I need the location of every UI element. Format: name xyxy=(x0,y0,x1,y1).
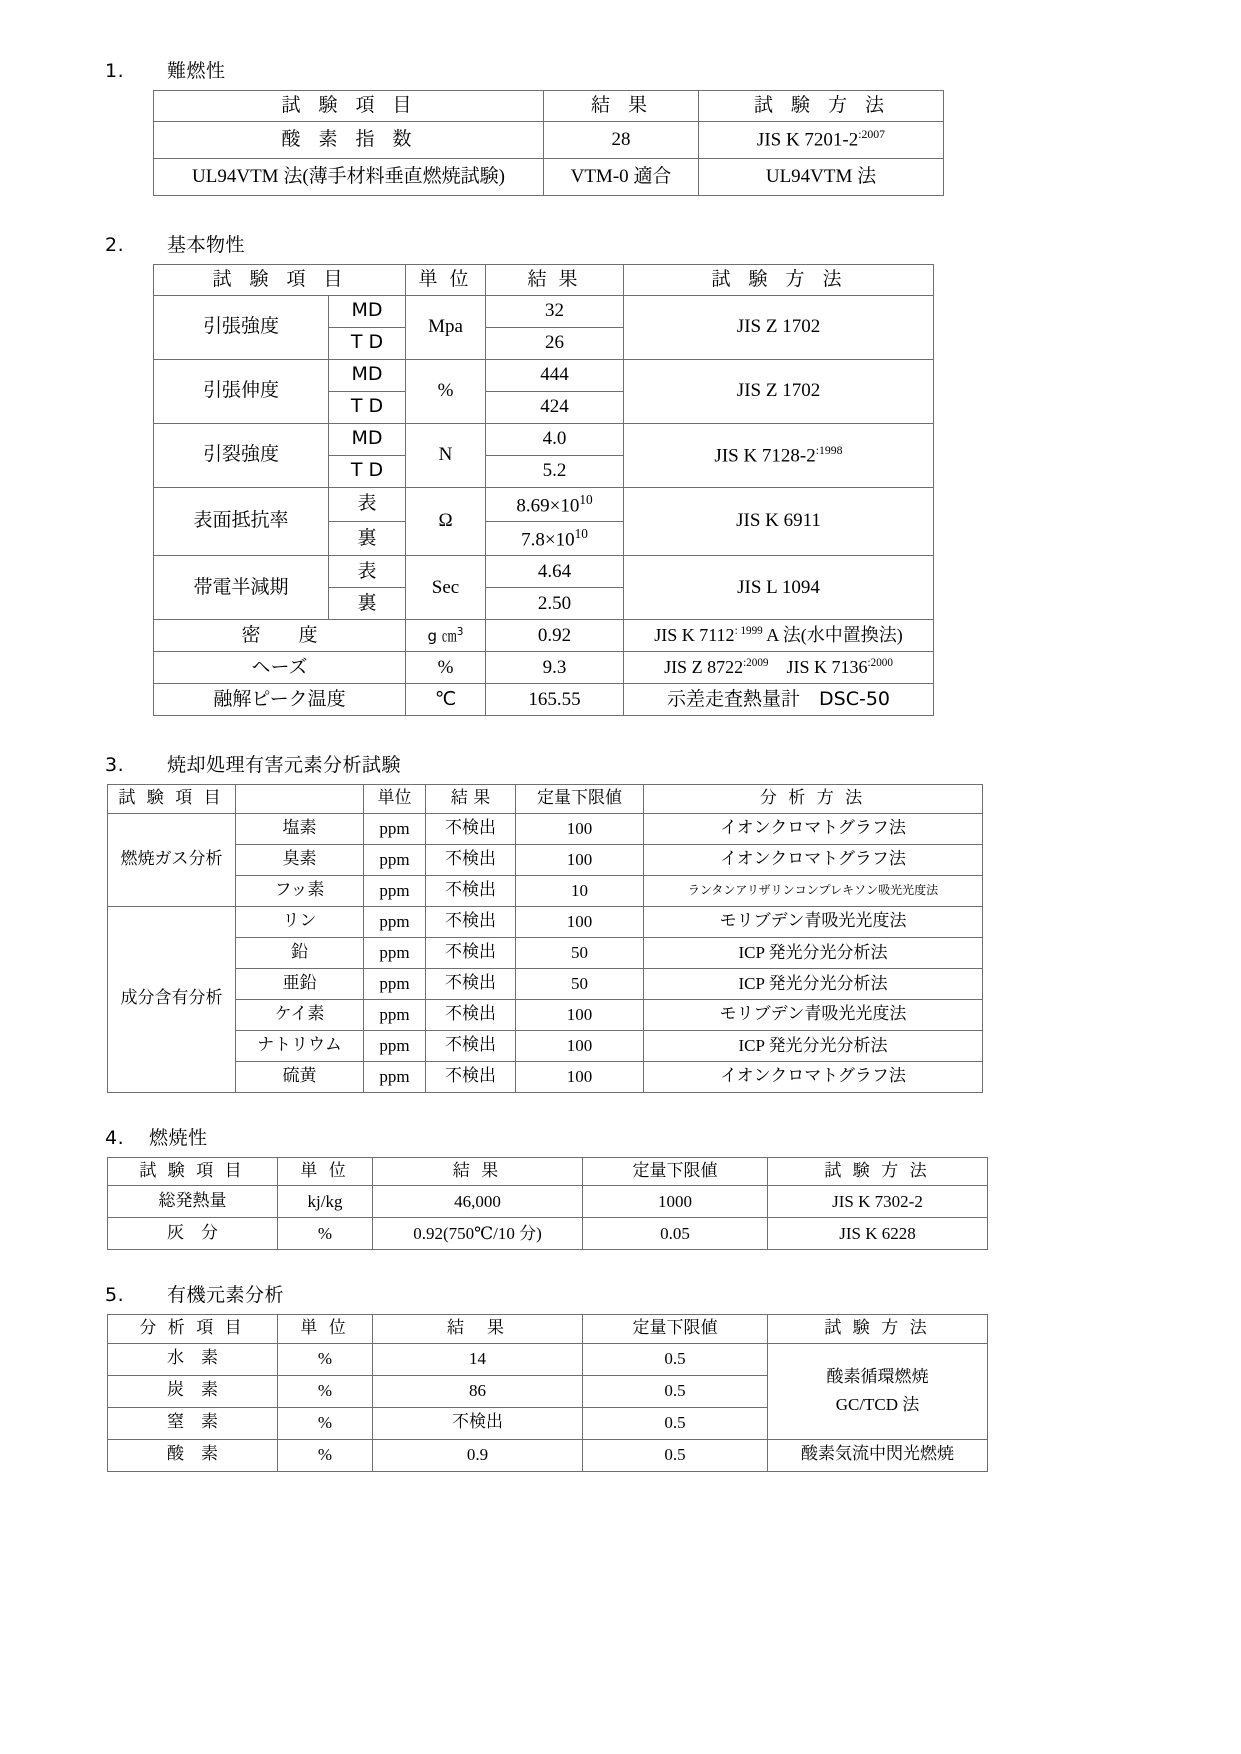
cell-analysis-item: 窒 素 xyxy=(108,1407,278,1439)
cell-unit: % xyxy=(278,1439,373,1471)
cell-lower-limit: 100 xyxy=(516,844,644,875)
cell-element-name: 塩素 xyxy=(236,813,364,844)
table-row xyxy=(108,999,983,1030)
cell-test-method: JIS K $7112^{: 1999}$ A 法(水中置換法) xyxy=(624,620,934,652)
cell-result: $8.69\times 10^{10}$ xyxy=(486,487,624,521)
cell-test-item: 密 度 xyxy=(154,620,406,652)
cell-test-item: 総発熱量 xyxy=(108,1186,278,1218)
cell-unit: ppm xyxy=(364,968,426,999)
header-unit: 単 位 xyxy=(278,1315,373,1344)
header-result: 結 果 xyxy=(544,91,699,122)
table-row-header xyxy=(154,264,934,295)
cell-analysis-method: モリブデン青吸光光度法 xyxy=(644,906,983,937)
table-row xyxy=(154,359,934,391)
cell-result: $7.8\times 10^{10}$ xyxy=(486,521,624,555)
header-test-method: 試 験 方 法 xyxy=(699,91,944,122)
cell-test-item: 融解ピーク温度 xyxy=(154,684,406,716)
cell-test-method: JIS Z 1702 xyxy=(624,359,934,423)
table-row-header xyxy=(108,785,983,814)
cell-result: 5.2 xyxy=(486,455,624,487)
cell-analysis-item: 水 素 xyxy=(108,1343,278,1375)
header-lower-limit: 定量下限値 xyxy=(583,1315,768,1344)
table-row xyxy=(108,1186,988,1218)
cell-test-method: JIS K 6228 xyxy=(768,1218,988,1250)
section-title-2: 基本物性 xyxy=(167,233,246,256)
cell-element-name: ナトリウム xyxy=(236,1030,364,1061)
cell-direction: MD xyxy=(329,295,406,327)
cell-direction: 表 xyxy=(329,556,406,588)
cell-result: 28 xyxy=(544,121,699,158)
cell-analysis-item: 酸 素 xyxy=(108,1439,278,1471)
cell-result: 14 xyxy=(373,1343,583,1375)
cell-test-item: 酸 素 指 数 xyxy=(154,121,544,158)
cell-test-method: JIS K $7128-2^{:1998}$ xyxy=(624,423,934,487)
cell-lower-limit: 10 xyxy=(516,875,644,906)
cell-test-method: JIS Z 1702 xyxy=(624,295,934,359)
cell-lower-limit: 50 xyxy=(516,968,644,999)
cell-unit: ppm xyxy=(364,906,426,937)
cell-unit: g ㎝$^3$ xyxy=(406,620,486,652)
table-row xyxy=(154,121,944,158)
cell-analysis-method: ICP 発光分光分析法 xyxy=(644,1030,983,1061)
table-combustibility xyxy=(107,1157,988,1251)
section-heading-4 xyxy=(105,1123,1136,1150)
cell-result: 32 xyxy=(486,295,624,327)
cell-unit: Mpa xyxy=(406,295,486,359)
cell-analysis-method: イオンクロマトグラフ法 xyxy=(644,844,983,875)
table-row xyxy=(108,813,983,844)
cell-result: 不検出 xyxy=(426,1030,516,1061)
cell-lower-limit: 0.5 xyxy=(583,1407,768,1439)
method-line-2: GC/TCD 法 xyxy=(835,1395,920,1415)
cell-result: 9.3 xyxy=(486,652,624,684)
cell-test-method: JIS K 7302-2 xyxy=(768,1186,988,1218)
cell-group-label: 成分含有分析 xyxy=(108,906,236,1092)
header-test-method: 試 験 方 法 xyxy=(624,264,934,295)
cell-result: 0.92 xyxy=(486,620,624,652)
cell-result: 26 xyxy=(486,327,624,359)
cell-test-method: 示差走査熱量計 DSC-50 xyxy=(624,684,934,716)
table-row xyxy=(108,1343,988,1375)
cell-element-name: フッ素 xyxy=(236,875,364,906)
method-line-1: 酸素循環燃焼 xyxy=(826,1366,929,1387)
table-row xyxy=(154,487,934,521)
header-result: 結 果 xyxy=(373,1315,583,1344)
cell-analysis-method: ランタンアリザリンコンプレキソン吸光光度法 xyxy=(644,875,983,906)
cell-direction: 裏 xyxy=(329,521,406,555)
cell-result: 444 xyxy=(486,359,624,391)
header-analysis-item: 分 析 項 目 xyxy=(108,1315,278,1344)
cell-direction: MD xyxy=(329,423,406,455)
cell-unit: Sec xyxy=(406,556,486,620)
cell-result: 4.64 xyxy=(486,556,624,588)
cell-unit: % xyxy=(406,359,486,423)
header-result: 結 果 xyxy=(373,1157,583,1186)
cell-result: 不検出 xyxy=(373,1407,583,1439)
header-unit: 単位 xyxy=(364,785,426,814)
header-test-method: 試 験 方 法 xyxy=(768,1157,988,1186)
cell-test-item: ヘーズ xyxy=(154,652,406,684)
cell-test-method: 酸素気流中閃光燃焼 xyxy=(768,1439,988,1471)
header-unit: 単 位 xyxy=(406,264,486,295)
cell-lower-limit: 50 xyxy=(516,937,644,968)
cell-lower-limit: 0.05 xyxy=(583,1218,768,1250)
cell-element-name: 臭素 xyxy=(236,844,364,875)
cell-lower-limit: 0.5 xyxy=(583,1439,768,1471)
cell-unit: kj/kg xyxy=(278,1186,373,1218)
table-organic-element-analysis xyxy=(107,1314,988,1472)
section-title-5: 有機元素分析 xyxy=(167,1284,285,1307)
cell-unit: ℃ xyxy=(406,684,486,716)
section-title-4: 燃焼性 xyxy=(149,1126,208,1149)
cell-unit: ppm xyxy=(364,844,426,875)
cell-result: 不検出 xyxy=(426,906,516,937)
cell-lower-limit: 100 xyxy=(516,813,644,844)
header-blank xyxy=(236,785,364,814)
cell-analysis-item: 炭 素 xyxy=(108,1375,278,1407)
header-test-item: 試 験 項 目 xyxy=(108,1157,278,1186)
header-test-item: 試 験 項 目 xyxy=(154,264,406,295)
table-row-header xyxy=(108,1157,988,1186)
cell-analysis-method: ICP 発光分光分析法 xyxy=(644,937,983,968)
table-row xyxy=(154,423,934,455)
cell-unit: ppm xyxy=(364,875,426,906)
cell-result: VTM-0 適合 xyxy=(544,158,699,195)
cell-result: 不検出 xyxy=(426,844,516,875)
cell-lower-limit: 100 xyxy=(516,1061,644,1092)
cell-group-label: 燃焼ガス分析 xyxy=(108,813,236,906)
cell-direction: T D xyxy=(329,391,406,423)
cell-direction: T D xyxy=(329,455,406,487)
cell-test-item: UL94VTM 法(薄手材料垂直燃焼試験) xyxy=(154,158,544,195)
section-number-3: 3. xyxy=(105,754,125,777)
table-row xyxy=(154,652,934,684)
table-row xyxy=(108,844,983,875)
cell-element-name: 鉛 xyxy=(236,937,364,968)
cell-element-name: ケイ素 xyxy=(236,999,364,1030)
cell-result: 46,000 xyxy=(373,1186,583,1218)
cell-unit: ppm xyxy=(364,813,426,844)
table-row xyxy=(108,1218,988,1250)
cell-lower-limit: 0.5 xyxy=(583,1375,768,1407)
cell-test-method: UL94VTM 法 xyxy=(699,158,944,195)
cell-test-method: JIS K 6911 xyxy=(624,487,934,555)
header-lower-limit: 定量下限値 xyxy=(516,785,644,814)
cell-element-name: リン xyxy=(236,906,364,937)
header-test-method: 試 験 方 法 xyxy=(768,1315,988,1344)
cell-result: 0.9 xyxy=(373,1439,583,1471)
table-row xyxy=(108,906,983,937)
table-row-header xyxy=(154,91,944,122)
cell-unit: % xyxy=(278,1407,373,1439)
cell-test-method: JIS L 1094 xyxy=(624,556,934,620)
cell-result: 不検出 xyxy=(426,999,516,1030)
cell-result: 4.0 xyxy=(486,423,624,455)
cell-unit: % xyxy=(278,1343,373,1375)
section-heading-5 xyxy=(105,1280,1136,1307)
cell-lower-limit: 100 xyxy=(516,999,644,1030)
table-row xyxy=(154,158,944,195)
cell-test-method: JIS K $7201-2^{:2007}$ xyxy=(699,121,944,158)
cell-test-method: JIS Z $8722^{:2009}$ JIS K $7136^{:2000}$ xyxy=(624,652,934,684)
cell-test-item: 引張強度 xyxy=(154,295,329,359)
section-title-1: 難燃性 xyxy=(167,60,226,82)
cell-test-item: 引裂強度 xyxy=(154,423,329,487)
header-test-item: 試 験 項 目 xyxy=(154,91,544,122)
cell-result: 不検出 xyxy=(426,875,516,906)
table-row xyxy=(154,684,934,716)
section-number-2: 2. xyxy=(105,233,125,256)
section-heading-3 xyxy=(105,750,1136,777)
table-row-header xyxy=(108,1315,988,1344)
cell-unit: % xyxy=(278,1375,373,1407)
header-unit: 単 位 xyxy=(278,1157,373,1186)
cell-result: 165.55 xyxy=(486,684,624,716)
table-row xyxy=(108,968,983,999)
cell-test-item: 引張伸度 xyxy=(154,359,329,423)
section-number-5: 5. xyxy=(105,1284,125,1307)
cell-result: 2.50 xyxy=(486,588,624,620)
cell-result: 不検出 xyxy=(426,937,516,968)
cell-unit: Ω xyxy=(406,487,486,555)
cell-lower-limit: 100 xyxy=(516,906,644,937)
cell-test-item: 帯電半減期 xyxy=(154,556,329,620)
table-row xyxy=(108,1439,988,1471)
cell-direction: 裏 xyxy=(329,588,406,620)
cell-result: 不検出 xyxy=(426,813,516,844)
header-analysis-method: 分 析 方 法 xyxy=(644,785,983,814)
section-heading-2 xyxy=(105,230,1136,257)
table-row xyxy=(154,620,934,652)
table-row xyxy=(108,875,983,906)
section-heading-1 xyxy=(105,56,1136,83)
header-lower-limit: 定量下限値 xyxy=(583,1157,768,1186)
cell-unit: ppm xyxy=(364,1030,426,1061)
cell-result: 不検出 xyxy=(426,968,516,999)
table-incineration-analysis xyxy=(107,784,983,1093)
cell-element-name: 亜鉛 xyxy=(236,968,364,999)
cell-test-method-merged xyxy=(768,1343,988,1439)
cell-analysis-method: イオンクロマトグラフ法 xyxy=(644,813,983,844)
cell-unit: ppm xyxy=(364,999,426,1030)
cell-analysis-method: ICP 発光分光分析法 xyxy=(644,968,983,999)
table-row xyxy=(154,295,934,327)
table-flame-retardance xyxy=(153,90,944,196)
cell-result: 不検出 xyxy=(426,1061,516,1092)
cell-direction: T D xyxy=(329,327,406,359)
cell-lower-limit: 0.5 xyxy=(583,1343,768,1375)
cell-direction: 表 xyxy=(329,487,406,521)
table-row xyxy=(108,1030,983,1061)
cell-result: 424 xyxy=(486,391,624,423)
cell-lower-limit: 100 xyxy=(516,1030,644,1061)
cell-element-name: 硫黄 xyxy=(236,1061,364,1092)
cell-direction: MD xyxy=(329,359,406,391)
cell-result: 86 xyxy=(373,1375,583,1407)
header-test-item: 試 験 項 目 xyxy=(108,785,236,814)
section-number-4: 4. xyxy=(105,1126,125,1149)
cell-lower-limit: 1000 xyxy=(583,1186,768,1218)
section-title-3: 焼却処理有害元素分析試験 xyxy=(167,754,402,777)
header-result: 結 果 xyxy=(486,264,624,295)
table-row xyxy=(154,556,934,588)
cell-test-item: 灰 分 xyxy=(108,1218,278,1250)
cell-analysis-method: モリブデン青吸光光度法 xyxy=(644,999,983,1030)
cell-unit: ppm xyxy=(364,1061,426,1092)
cell-analysis-method: イオンクロマトグラフ法 xyxy=(644,1061,983,1092)
cell-unit: % xyxy=(278,1218,373,1250)
cell-unit: % xyxy=(406,652,486,684)
cell-result: 0.92(750℃/10 分) xyxy=(373,1218,583,1250)
table-row xyxy=(108,937,983,968)
cell-unit: N xyxy=(406,423,486,487)
table-row xyxy=(108,1061,983,1092)
cell-unit: ppm xyxy=(364,937,426,968)
section-number-1: 1. xyxy=(105,60,125,82)
header-result: 結 果 xyxy=(426,785,516,814)
cell-test-item: 表面抵抗率 xyxy=(154,487,329,555)
table-basic-properties xyxy=(153,264,934,716)
